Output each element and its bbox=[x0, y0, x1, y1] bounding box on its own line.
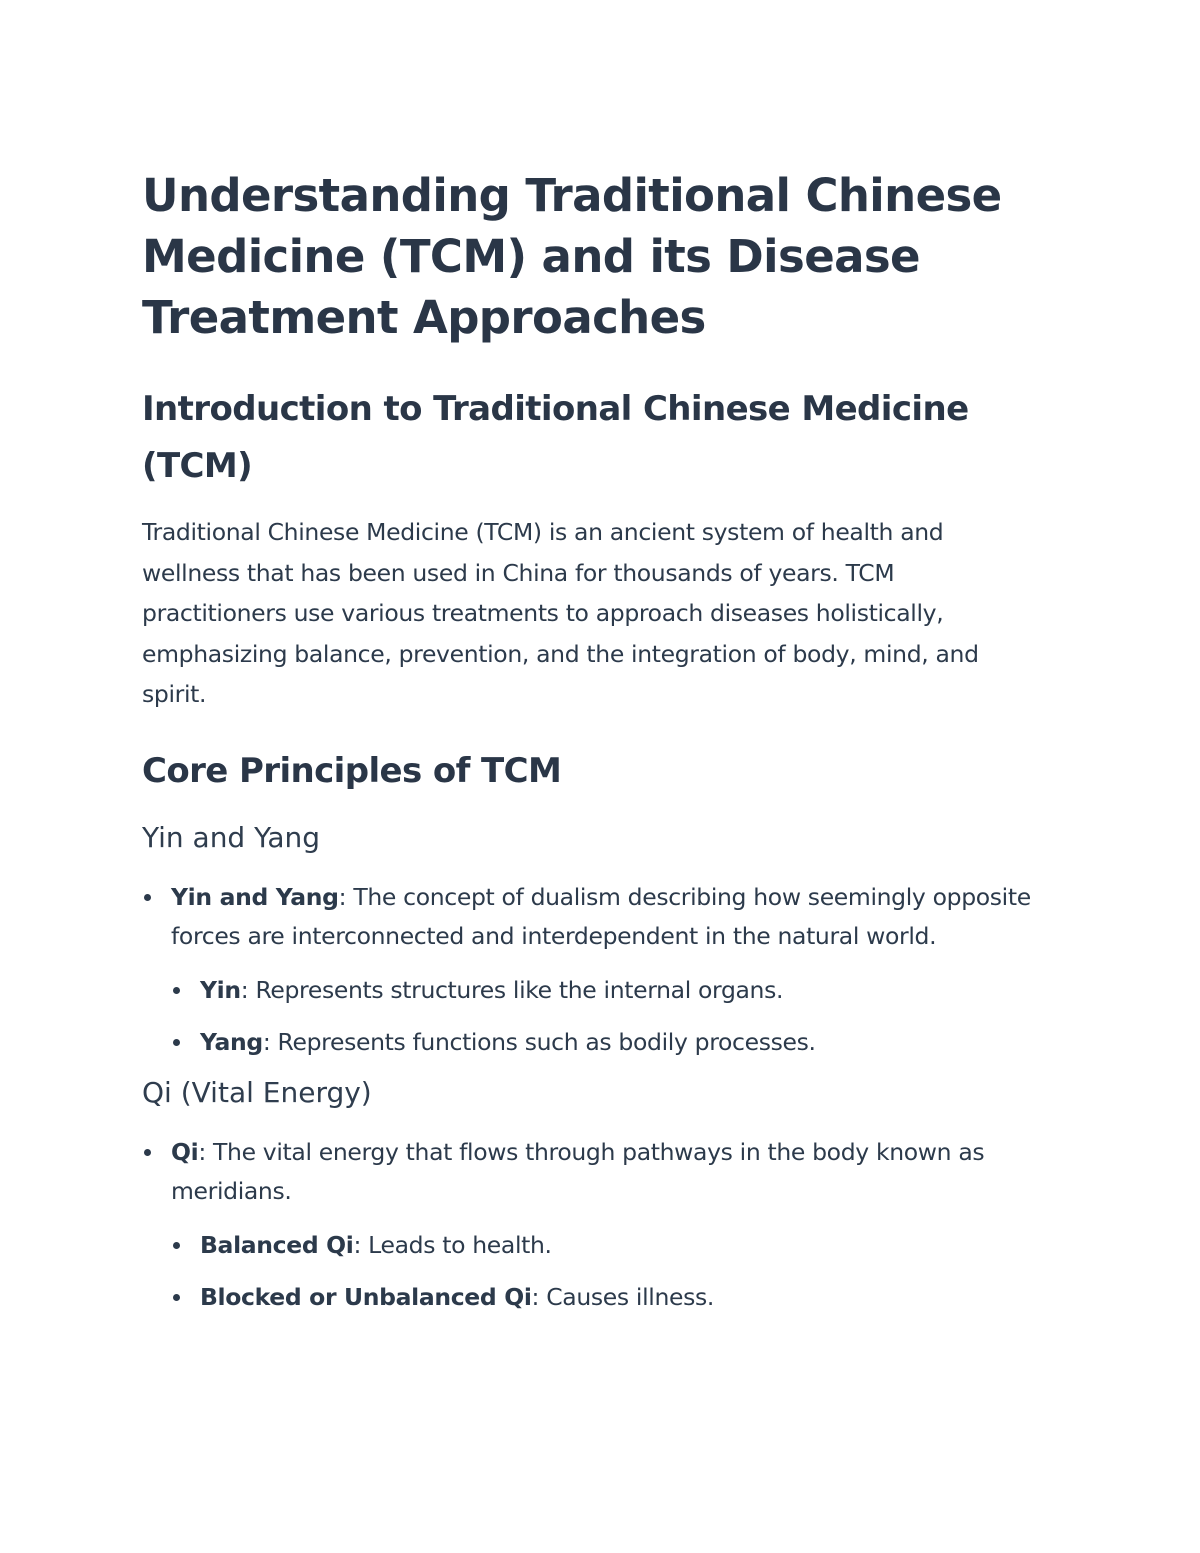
list-item-text: : The vital energy that flows through pathways in the body known as meridians. bbox=[171, 1137, 985, 1205]
subheading-qi: Qi (Vital Energy) bbox=[142, 1075, 372, 1109]
list-item-term: Balanced Qi bbox=[200, 1230, 354, 1259]
list-item-yin bbox=[171, 971, 1042, 1011]
yin-yang-sublist bbox=[171, 971, 1042, 1063]
yin-yang-list bbox=[142, 878, 1042, 1063]
list-item-qi bbox=[142, 1133, 1042, 1318]
list-item-text: : Causes illness. bbox=[531, 1283, 714, 1311]
list-item-term: Yin bbox=[200, 975, 241, 1004]
qi-sublist bbox=[171, 1226, 1042, 1318]
list-item-balanced-qi bbox=[171, 1226, 1042, 1266]
list-item-term: Yang bbox=[200, 1028, 263, 1056]
list-item-text: : Represents structures like the internal organs. bbox=[240, 975, 784, 1004]
list-item-yin-and-yang bbox=[142, 878, 1042, 1063]
document-page bbox=[142, 165, 1042, 1318]
subheading-yin-and-yang: Yin and Yang bbox=[142, 820, 321, 854]
list-item-blocked-qi bbox=[171, 1278, 1042, 1318]
list-item-text: : Represents functions such as bodily processes. bbox=[262, 1028, 816, 1056]
list-item-term: Yin and Yang bbox=[171, 882, 339, 911]
list-item-yang bbox=[171, 1023, 1042, 1063]
intro-paragraph: Traditional Chinese Medicine (TCM) is an ancient system of health and wellness that has been used in China for thousands of years. TCM practitioners use various treatments to approach diseases holistically, emphasizing balance, prevention, and the integration of body, mind, and spirit. bbox=[142, 518, 979, 708]
qi-list bbox=[142, 1133, 1042, 1318]
section-heading-introduction: Introduction to Traditional Chinese Medicine (TCM) bbox=[142, 389, 969, 486]
list-item-term: Blocked or Unbalanced Qi bbox=[200, 1283, 532, 1311]
list-item-text: : Leads to health. bbox=[353, 1230, 552, 1259]
list-item-text: : The concept of dualism describing how seemingly opposite forces are interconnected and interdependent in the natural world. bbox=[171, 882, 1031, 950]
section-heading-core-principles: Core Principles of TCM bbox=[142, 750, 562, 791]
page-title: Understanding Traditional Chinese Medicine (TCM) and its Disease Treatment Approaches bbox=[142, 169, 1002, 344]
list-item-term: Qi bbox=[171, 1137, 199, 1166]
